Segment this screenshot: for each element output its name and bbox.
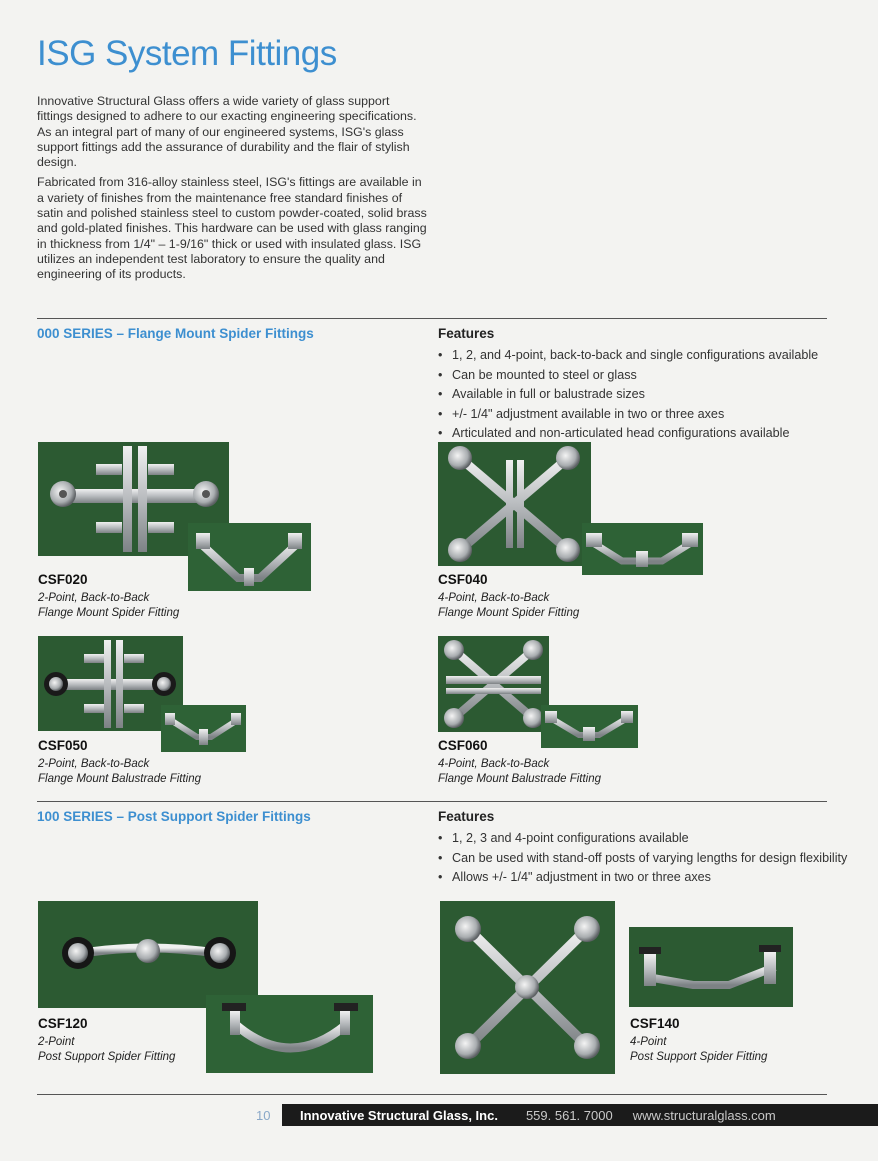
feature-item: • +/- 1/4" adjustment available in two or three axes xyxy=(438,405,818,425)
product-code: CSF050 xyxy=(38,738,88,753)
csf140-front-image xyxy=(440,901,615,1074)
feature-item: • 1, 2, 3 and 4-point configurations available xyxy=(438,829,847,849)
page-title: ISG System Fittings xyxy=(37,34,337,73)
product-description: 4-Point, Back-to-Back Flange Mount Spider Fitting xyxy=(438,592,580,619)
csf050-side-image xyxy=(161,705,246,752)
feature-item: • Can be mounted to steel or glass xyxy=(438,366,818,386)
features-list xyxy=(438,829,847,888)
csf140-side-image xyxy=(629,927,793,1007)
csf120-front-image xyxy=(38,901,258,1008)
product-description: 4-Point Post Support Spider Fitting xyxy=(630,1036,768,1063)
company-name: Innovative Structural Glass, Inc. xyxy=(300,1107,498,1123)
product-description: 2-Point, Back-to-Back Flange Mount Balustrade Fitting xyxy=(38,758,202,785)
product-description: 2-Point Post Support Spider Fitting xyxy=(38,1036,176,1063)
product-code: CSF140 xyxy=(630,1016,680,1031)
series-000-heading: 000 SERIES – Flange Mount Spider Fittings xyxy=(37,326,314,341)
feature-item: • Can be used with stand-off posts of varying lengths for design flexibility xyxy=(438,849,847,869)
product-code: CSF020 xyxy=(38,572,88,587)
csf040-side-image xyxy=(582,523,703,575)
intro-paragraph: Fabricated from 316-alloy stainless steel, ISG's fittings are available in a variety of finishes from the maintenance free standard finishes of satin and polished stainless steel to custom powder-coated, solid brass and gold-plated finishes. This hardware can be used with glass ranging in thickness from 1/4" – 1-9/16" thick or used with insulated glass. ISG utilizes an independent test laboratory to ensure the quality and engineering of its products. xyxy=(37,175,427,282)
features-heading: Features xyxy=(438,326,495,341)
feature-item: • 1, 2, and 4-point, back-to-back and single configurations available xyxy=(438,346,818,366)
csf060-side-image xyxy=(541,705,638,748)
intro-text xyxy=(37,94,427,288)
features-list xyxy=(438,346,818,444)
product-description: 2-Point, Back-to-Back Flange Mount Spider Fitting xyxy=(38,592,180,619)
product-code: CSF060 xyxy=(438,738,488,753)
phone-number: 559. 561. 7000 xyxy=(525,1107,613,1123)
csf040-front-image xyxy=(438,442,591,566)
divider xyxy=(37,801,827,802)
divider xyxy=(37,1094,827,1095)
features-heading: Features xyxy=(438,809,495,824)
feature-item: • Articulated and non-articulated head configurations available xyxy=(438,424,818,444)
product-code: CSF120 xyxy=(38,1016,88,1031)
intro-paragraph: Innovative Structural Glass offers a wide variety of glass support fittings designed to adhere to our exacting engineering specifications. As an integral part of many of our engineered systems, ISG's glass support fittings add the assurance of durability and the flair of stylish design. xyxy=(37,94,417,170)
page-number: 10 xyxy=(256,1108,271,1123)
divider xyxy=(37,318,827,319)
csf060-front-image xyxy=(438,636,549,732)
feature-item: • Available in full or balustrade sizes xyxy=(438,385,818,405)
csf120-side-image xyxy=(206,995,373,1073)
series-100-heading: 100 SERIES – Post Support Spider Fittings xyxy=(37,809,311,824)
csf020-side-image xyxy=(188,523,311,591)
product-code: CSF040 xyxy=(438,572,488,587)
product-description: 4-Point, Back-to-Back Flange Mount Balustrade Fitting xyxy=(438,758,602,785)
feature-item: • Allows +/- 1/4" adjustment in two or three axes xyxy=(438,868,847,888)
footer-bar xyxy=(282,1104,878,1126)
website-link[interactable]: www.structuralglass.com xyxy=(632,1107,776,1123)
